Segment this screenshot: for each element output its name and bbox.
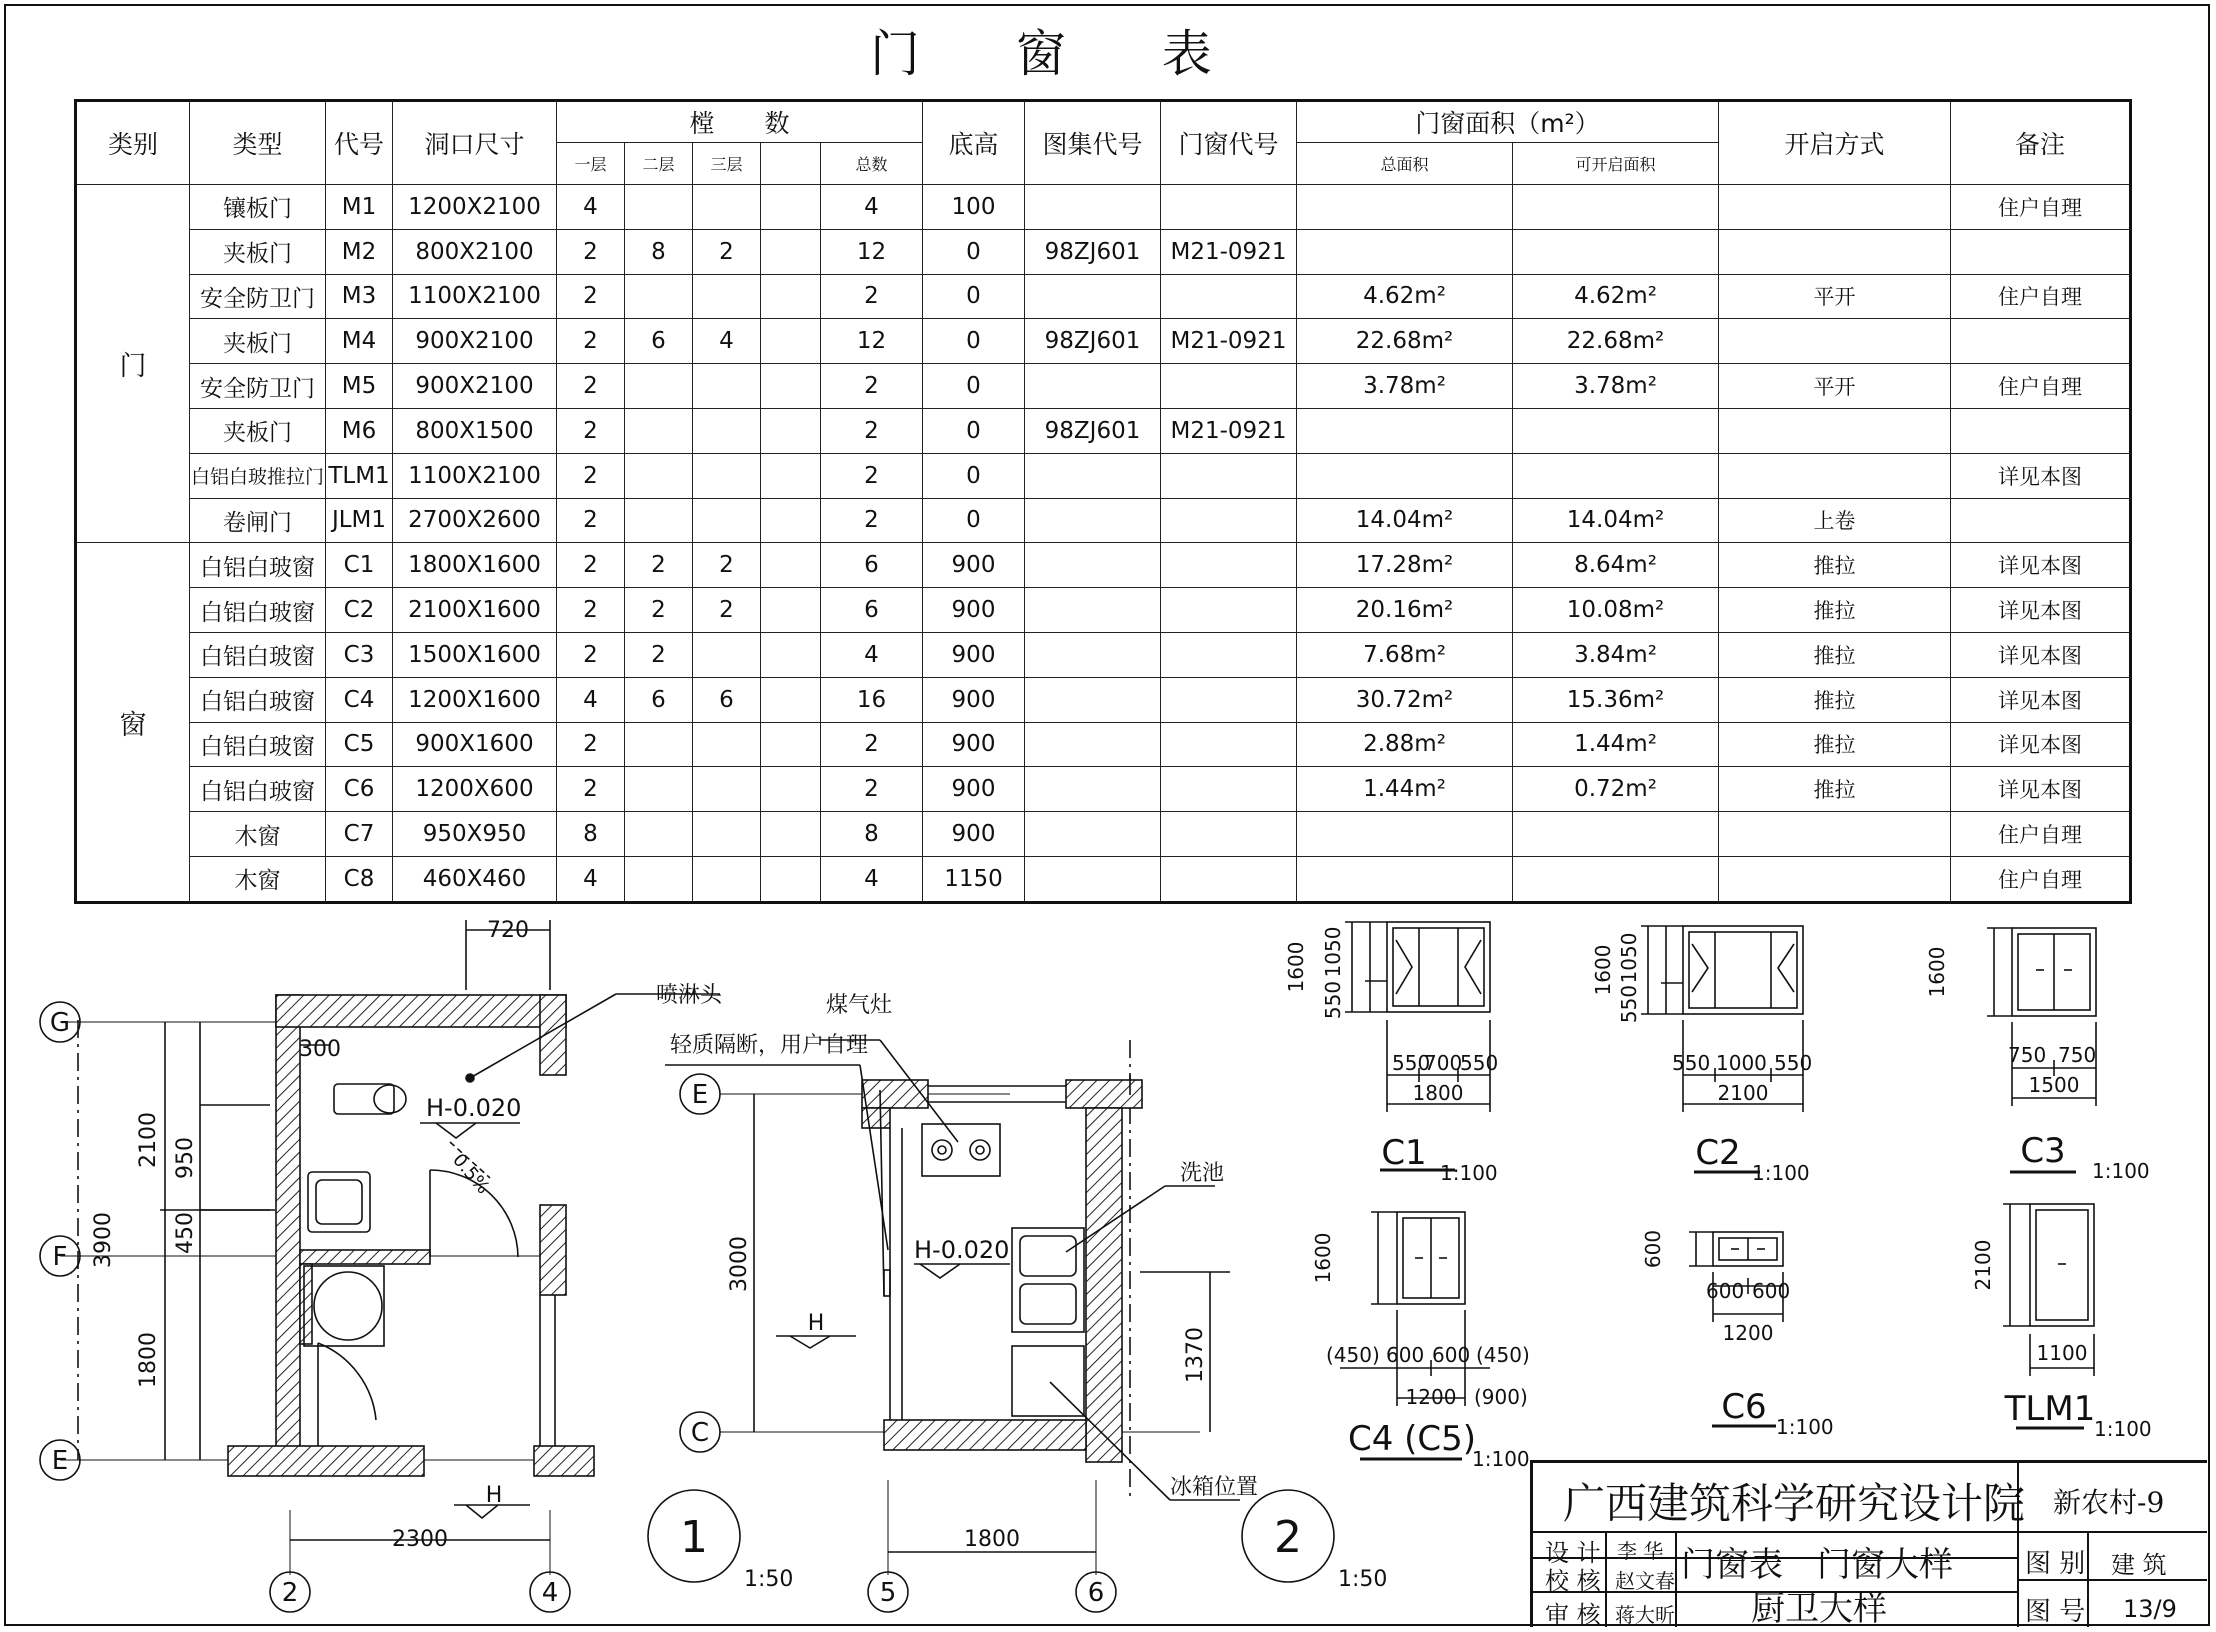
- c3-total: 1500: [2028, 1073, 2080, 1097]
- label-stove: 煤气灶: [826, 993, 893, 1018]
- table-cell: 2: [557, 632, 625, 677]
- table-cell: TLM1: [326, 453, 393, 498]
- table-cell: 900: [923, 812, 1025, 857]
- table-cell: 4: [557, 185, 625, 230]
- table-cell: 镶板门: [190, 185, 326, 230]
- table-cell: 白铝白玻窗: [190, 677, 326, 722]
- table-cell: 2700X2600: [393, 498, 557, 543]
- axis-f: F: [52, 1242, 68, 1272]
- table-cell: 900: [923, 543, 1025, 588]
- check-name: 赵文春: [1615, 1569, 1675, 1593]
- table-cell: 1.44m²: [1513, 722, 1719, 767]
- dim-1370: 1370: [1183, 1327, 1208, 1383]
- table-cell: 白铝白玻窗: [190, 588, 326, 633]
- table-cell: 夹板门: [190, 319, 326, 364]
- institute-name: 广西建筑科学研究设计院: [1563, 1479, 2026, 1528]
- table-cell: 900: [923, 767, 1025, 812]
- table-cell: 12: [821, 319, 923, 364]
- table-cell: 8: [557, 812, 625, 857]
- table-cell: 10.08m²: [1513, 588, 1719, 633]
- category-label: 图 别: [2025, 1549, 2086, 1579]
- table-cell: 2: [821, 498, 923, 543]
- table-cell: 详见本图: [1951, 543, 2131, 588]
- project-name: 新农村-9: [2053, 1486, 2165, 1519]
- dim-950: 950: [173, 1137, 198, 1179]
- number-value: 13/9: [2123, 1595, 2177, 1623]
- c4-h-1600: 1600: [1311, 1232, 1335, 1284]
- dim-3900: 3900: [91, 1212, 116, 1268]
- table-cell: 白铝白玻窗: [190, 632, 326, 677]
- table-cell: 800X2100: [393, 229, 557, 274]
- table-cell: 900X1600: [393, 722, 557, 767]
- table-cell: M2: [326, 229, 393, 274]
- table-cell: 460X460: [393, 856, 557, 902]
- table-cell: 详见本图: [1951, 632, 2131, 677]
- table-cell: 推拉: [1719, 767, 1951, 812]
- dim-2300: 2300: [392, 1527, 448, 1552]
- axis-5: 5: [879, 1578, 897, 1608]
- c3-scale: 1:100: [2092, 1159, 2150, 1183]
- header-atlas-code: 图集代号: [1025, 101, 1161, 185]
- table-cell: 0: [923, 408, 1025, 453]
- table-cell: C7: [326, 812, 393, 857]
- table-cell: 白铝白玻窗: [190, 722, 326, 767]
- c1-total: 1800: [1412, 1081, 1464, 1105]
- label-shower: 喷淋头: [656, 983, 723, 1008]
- category-cell: 窗: [76, 543, 190, 902]
- table-cell: 900: [923, 722, 1025, 767]
- table-cell: 住户自理: [1951, 364, 2131, 409]
- c2-scale: 1:100: [1752, 1161, 1810, 1185]
- c2-name: C2: [1695, 1133, 1741, 1173]
- table-cell: 14.04m²: [1513, 498, 1719, 543]
- table-cell: 推拉: [1719, 632, 1951, 677]
- table-cell: 白铝白玻窗: [190, 767, 326, 812]
- scale-plan-1: 1:50: [744, 1567, 794, 1592]
- table-cell: 2100X1600: [393, 588, 557, 633]
- table-cell: 2: [557, 767, 625, 812]
- category-cell: 门: [76, 185, 190, 543]
- dim-1800-kitchen: 1800: [964, 1527, 1020, 1552]
- c6-h-600: 600: [1641, 1229, 1665, 1269]
- axis-e-1: E: [51, 1446, 69, 1476]
- table-cell: C4: [326, 677, 393, 722]
- drawing-title-1: 门窗表 门窗大样: [1681, 1545, 1953, 1585]
- c6-total: 1200: [1722, 1321, 1774, 1345]
- table-cell: 住户自理: [1951, 274, 2131, 319]
- header-opening-method: 开启方式: [1719, 101, 1951, 185]
- c1-w-550a: 550: [1392, 1051, 1431, 1075]
- table-cell: 1150: [923, 856, 1025, 902]
- table-cell: 4: [557, 856, 625, 902]
- check-label: 校 核: [1545, 1567, 1601, 1595]
- design-name: 李 华: [1617, 1539, 1664, 1563]
- table-cell: M21-0921: [1161, 229, 1297, 274]
- c3-w-750b: 750: [2058, 1043, 2097, 1067]
- window-elevations: [1340, 922, 2096, 1459]
- table-cell: 900X2100: [393, 364, 557, 409]
- table-cell: 0: [923, 498, 1025, 543]
- table-cell: 详见本图: [1951, 677, 2131, 722]
- table-cell: 2: [821, 274, 923, 319]
- table-cell: M5: [326, 364, 393, 409]
- axis-4: 4: [541, 1578, 559, 1608]
- table-cell: 2: [693, 543, 761, 588]
- axis-6: 6: [1087, 1578, 1105, 1608]
- table-cell: 900: [923, 677, 1025, 722]
- floor-mark: H: [485, 1483, 503, 1508]
- c1-scale: 1:100: [1440, 1161, 1498, 1185]
- review-name: 蒋大昕: [1615, 1603, 1675, 1627]
- table-cell: 2: [557, 453, 625, 498]
- page-title: 门 窗 表: [870, 25, 1252, 83]
- table-cell: 平开: [1719, 274, 1951, 319]
- table-cell: 0: [923, 274, 1025, 319]
- table-cell: M6: [326, 408, 393, 453]
- header-area-total: 总面积: [1297, 143, 1513, 185]
- table-cell: 12: [821, 229, 923, 274]
- table-cell: 4.62m²: [1297, 274, 1513, 319]
- table-cell: 900: [923, 632, 1025, 677]
- header-area-openable: 可开启面积: [1513, 143, 1719, 185]
- design-label: 设 计: [1545, 1539, 1601, 1567]
- table-cell: 推拉: [1719, 543, 1951, 588]
- dim-720: 720: [487, 918, 529, 943]
- table-cell: 22.68m²: [1513, 319, 1719, 364]
- table-cell: 2: [625, 588, 693, 633]
- title-block: [1530, 1460, 2207, 1627]
- table-cell: 推拉: [1719, 722, 1951, 767]
- review-label: 审 核: [1545, 1601, 1601, 1629]
- c4-scale: 1:100: [1472, 1447, 1530, 1471]
- c2-h-1050: 1050: [1617, 932, 1641, 984]
- table-cell: 4: [693, 319, 761, 364]
- table-cell: 白铝白玻推拉门: [190, 453, 326, 498]
- table-cell: 推拉: [1719, 677, 1951, 722]
- header-category: 类别: [76, 101, 190, 185]
- table-cell: 98ZJ601: [1025, 319, 1161, 364]
- table-cell: 2: [557, 319, 625, 364]
- c1-w-700: 700: [1424, 1051, 1463, 1075]
- c4-total-alt: (900): [1474, 1385, 1528, 1409]
- axis-c: C: [690, 1418, 710, 1448]
- table-cell: 3.84m²: [1513, 632, 1719, 677]
- table-cell: C1: [326, 543, 393, 588]
- c3-h-1600: 1600: [1925, 946, 1949, 998]
- c6-w-600b: 600: [1752, 1279, 1791, 1303]
- table-cell: 白铝白玻窗: [190, 543, 326, 588]
- c1-w-550b: 550: [1460, 1051, 1499, 1075]
- label-sink: 洗池: [1180, 1161, 1225, 1186]
- table-cell: 2: [821, 408, 923, 453]
- table-cell: 2: [693, 588, 761, 633]
- table-cell: 2: [557, 229, 625, 274]
- drawing-title-2: 厨卫大样: [1751, 1589, 1887, 1629]
- detail-number-1: 1: [680, 1512, 708, 1563]
- header-floor-total: 总数: [821, 143, 923, 185]
- table-cell: C5: [326, 722, 393, 767]
- table-cell: 安全防卫门: [190, 274, 326, 319]
- header-floor-3: 三层: [693, 143, 761, 185]
- table-cell: C6: [326, 767, 393, 812]
- dim-450: 450: [173, 1212, 198, 1254]
- table-cell: 8: [821, 812, 923, 857]
- table-cell: 2: [557, 274, 625, 319]
- slope-label: 0.5%: [448, 1149, 494, 1199]
- table-cell: 8.64m²: [1513, 543, 1719, 588]
- c1-h-1600: 1600: [1284, 941, 1308, 993]
- table-cell: 950X950: [393, 812, 557, 857]
- table-cell: 800X1500: [393, 408, 557, 453]
- c1-h-1050: 1050: [1321, 926, 1345, 978]
- table-cell: M1: [326, 185, 393, 230]
- c4-w-600a: 600: [1386, 1343, 1425, 1367]
- table-cell: 住户自理: [1951, 185, 2131, 230]
- table-cell: 安全防卫门: [190, 364, 326, 409]
- table-cell: 2: [821, 722, 923, 767]
- table-cell: 0: [923, 453, 1025, 498]
- header-area: 门窗面积（m²）: [1297, 101, 1719, 143]
- table-cell: 2: [557, 543, 625, 588]
- table-cell: 6: [625, 319, 693, 364]
- table-cell: 6: [693, 677, 761, 722]
- header-sill-height: 底高: [923, 101, 1025, 185]
- table-cell: 4: [821, 185, 923, 230]
- c6-name: C6: [1721, 1387, 1767, 1427]
- elevation-label: H-0.020: [426, 1094, 522, 1122]
- table-cell: 1100X2100: [393, 453, 557, 498]
- kitchen-elevation-label: H-0.020: [914, 1236, 1010, 1264]
- table-cell: 6: [821, 588, 923, 633]
- dim-300: 300: [299, 1037, 341, 1062]
- table-cell: 1500X1600: [393, 632, 557, 677]
- table-cell: 夹板门: [190, 408, 326, 453]
- table-cell: 详见本图: [1951, 722, 2131, 767]
- c6-w-600a: 600: [1706, 1279, 1745, 1303]
- table-cell: 4: [821, 632, 923, 677]
- label-partition: 轻质隔断，用户自理: [670, 1033, 869, 1058]
- table-cell: 2: [557, 408, 625, 453]
- dim-3000: 3000: [727, 1236, 752, 1292]
- c4-name: C4 (C5): [1347, 1419, 1477, 1459]
- table-cell: 4: [821, 856, 923, 902]
- bathroom-plan: [40, 920, 740, 1612]
- axis-e-2: E: [691, 1080, 709, 1110]
- table-cell: 6: [821, 543, 923, 588]
- table-cell: 2: [625, 632, 693, 677]
- table-cell: 平开: [1719, 364, 1951, 409]
- tlm1-name: TLM1: [2004, 1389, 2096, 1429]
- table-cell: 0: [923, 229, 1025, 274]
- c4-w-450a: (450): [1326, 1343, 1380, 1367]
- c2-h-1600: 1600: [1591, 944, 1615, 996]
- table-cell: C2: [326, 588, 393, 633]
- table-cell: 22.68m²: [1297, 319, 1513, 364]
- c1-name: C1: [1381, 1133, 1427, 1173]
- table-cell: 1200X600: [393, 767, 557, 812]
- table-cell: 2: [821, 453, 923, 498]
- table-cell: 1200X2100: [393, 185, 557, 230]
- c6-scale: 1:100: [1776, 1415, 1834, 1439]
- table-cell: 100: [923, 185, 1025, 230]
- dim-2100: 2100: [136, 1112, 161, 1168]
- header-remarks: 备注: [1951, 101, 2131, 185]
- table-cell: 4.62m²: [1513, 274, 1719, 319]
- scale-plan-2: 1:50: [1338, 1567, 1388, 1592]
- dim-1800: 1800: [136, 1332, 161, 1388]
- c2-w-550a: 550: [1672, 1051, 1711, 1075]
- table-cell: 2.88m²: [1297, 722, 1513, 767]
- table-cell: 15.36m²: [1513, 677, 1719, 722]
- table-cell: 7.68m²: [1297, 632, 1513, 677]
- axis-2: 2: [281, 1578, 299, 1608]
- c4-total: 1200: [1405, 1385, 1457, 1409]
- c4-w-600b: 600: [1432, 1343, 1471, 1367]
- axis-g: G: [49, 1008, 71, 1038]
- table-cell: 详见本图: [1951, 588, 2131, 633]
- table-cell: 900: [923, 588, 1025, 633]
- table-cell: 0: [923, 319, 1025, 364]
- table-cell: 98ZJ601: [1025, 229, 1161, 274]
- table-cell: 2: [557, 722, 625, 767]
- table-cell: 6: [625, 677, 693, 722]
- table-cell: 0: [923, 364, 1025, 409]
- table-cell: M4: [326, 319, 393, 364]
- table-cell: 上卷: [1719, 498, 1951, 543]
- tlm1-total: 1100: [2036, 1341, 2088, 1365]
- header-floor-2: 二层: [625, 143, 693, 185]
- table-cell: 详见本图: [1951, 767, 2131, 812]
- header-floor-1: 一层: [557, 143, 625, 185]
- header-type: 类型: [190, 101, 326, 185]
- table-cell: 3.78m²: [1513, 364, 1719, 409]
- tlm1-scale: 1:100: [2094, 1417, 2152, 1441]
- table-cell: C8: [326, 856, 393, 902]
- table-cell: 20.16m²: [1297, 588, 1513, 633]
- table-cell: 木窗: [190, 812, 326, 857]
- table-cell: M21-0921: [1161, 319, 1297, 364]
- header-floors: 樘 数: [557, 101, 923, 143]
- table-cell: JLM1: [326, 498, 393, 543]
- header-door-window-code: 门窗代号: [1161, 101, 1297, 185]
- table-cell: 2: [557, 364, 625, 409]
- table-cell: 住户自理: [1951, 812, 2131, 857]
- table-cell: C3: [326, 632, 393, 677]
- table-cell: M21-0921: [1161, 408, 1297, 453]
- c3-w-750a: 750: [2008, 1043, 2047, 1067]
- header-code: 代号: [326, 101, 393, 185]
- table-cell: 900X2100: [393, 319, 557, 364]
- table-cell: 木窗: [190, 856, 326, 902]
- table-cell: 2: [557, 498, 625, 543]
- c2-h-550: 550: [1617, 984, 1641, 1024]
- detail-number-2: 2: [1274, 1512, 1302, 1563]
- table-cell: 2: [821, 364, 923, 409]
- table-cell: 2: [557, 588, 625, 633]
- c2-w-550b: 550: [1774, 1051, 1813, 1075]
- table-cell: 2: [821, 767, 923, 812]
- table-cell: 1.44m²: [1297, 767, 1513, 812]
- kitchen-floor-mark: H: [807, 1311, 825, 1336]
- table-cell: 2: [693, 229, 761, 274]
- c2-total: 2100: [1717, 1081, 1769, 1105]
- label-fridge: 冰箱位置: [1170, 1475, 1259, 1500]
- category-value: 建 筑: [2111, 1551, 2167, 1579]
- tlm1-h-2100: 2100: [1971, 1239, 1995, 1291]
- table-cell: 98ZJ601: [1025, 408, 1161, 453]
- table-cell: 3.78m²: [1297, 364, 1513, 409]
- table-cell: 14.04m²: [1297, 498, 1513, 543]
- c4-w-450b: (450): [1476, 1343, 1530, 1367]
- table-cell: 详见本图: [1951, 453, 2131, 498]
- table-cell: 夹板门: [190, 229, 326, 274]
- table-cell: 住户自理: [1951, 856, 2131, 902]
- table-cell: 1800X1600: [393, 543, 557, 588]
- c2-w-1000: 1000: [1716, 1051, 1767, 1075]
- table-cell: 2: [625, 543, 693, 588]
- c1-h-550: 550: [1321, 980, 1345, 1020]
- table-cell: 卷闸门: [190, 498, 326, 543]
- table-cell: 17.28m²: [1297, 543, 1513, 588]
- header-opening-size: 洞口尺寸: [393, 101, 557, 185]
- table-cell: 1100X2100: [393, 274, 557, 319]
- c3-name: C3: [2020, 1131, 2066, 1171]
- table-cell: 16: [821, 677, 923, 722]
- table-cell: 4: [557, 677, 625, 722]
- table-cell: 0.72m²: [1513, 767, 1719, 812]
- table-cell: 8: [625, 229, 693, 274]
- table-cell: M3: [326, 274, 393, 319]
- number-label: 图 号: [2025, 1597, 2086, 1627]
- table-cell: 1200X1600: [393, 677, 557, 722]
- table-cell: 30.72m²: [1297, 677, 1513, 722]
- table-cell: 推拉: [1719, 588, 1951, 633]
